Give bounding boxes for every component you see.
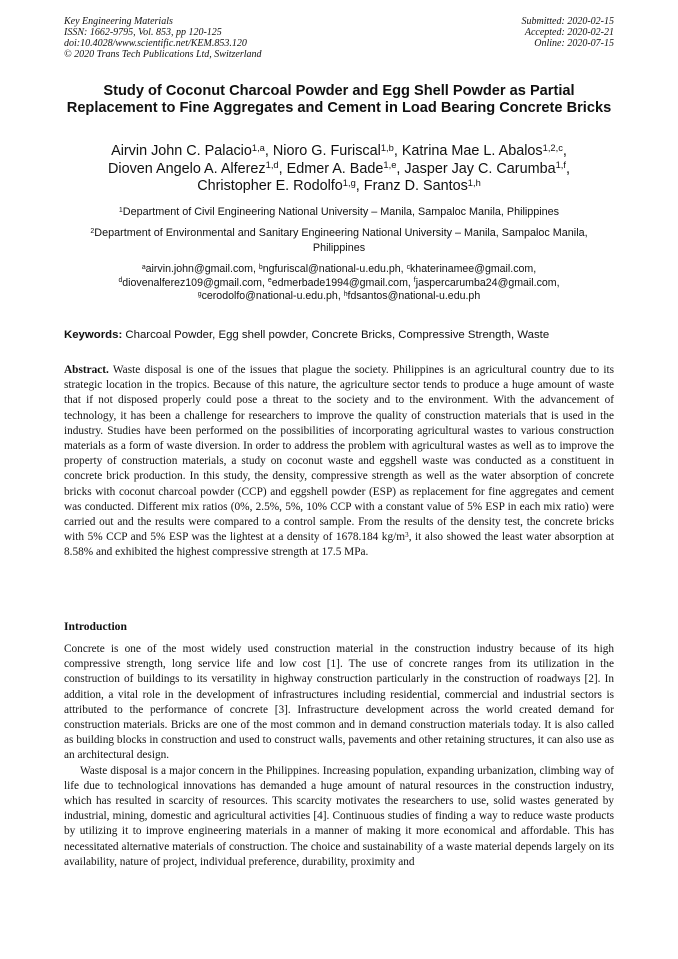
email-address[interactable]: cerodolfo@national-u.edu.ph — [201, 290, 338, 302]
email-mark: a — [141, 263, 146, 271]
journal-doi[interactable]: doi:10.4028/www.scientific.net/KEM.853.120 — [64, 38, 247, 49]
author-affiliation-mark: 1,h — [467, 177, 481, 188]
author-affiliation-mark: 1,b — [380, 142, 394, 153]
author-affiliation-mark: 1,a — [251, 142, 265, 153]
author-affiliation-mark: 1,e — [383, 160, 397, 171]
email-mark: c — [406, 263, 410, 271]
email-address[interactable]: fdsantos@national-u.edu.ph — [347, 290, 481, 302]
online-date: Online: 2020-07-15 — [534, 38, 614, 49]
introduction-paragraph-1: Concrete is one of the most widely used construction material in the construction industry because of its high compressive strength, long service life and low cost [1]. The use of concrete ranges from its utilization in the construction of buildings to its versatility in highway construction particularly in the construction of roadways [2]. In addition, a vital role in the development of infrastructures including residential, commercial and industrial sectors is attributed to the performance of concrete [3]. Infrastructure development across the world created demand for construction materials. Bricks are one of the most common and in demand construction materials today. It is also called as building blocks in construction and used to construct walls, pavements and other retaining structures, it can also use as an architectural design. — [64, 643, 614, 762]
email-mark: g — [197, 290, 202, 298]
affiliation-mark: 1 — [118, 206, 123, 214]
author-emails: $^a$airvin.john@gmail.com, $^b$ngfuriscal@national-u.edu.ph, $^c$khaterinamee@gmail.com, $^d$diovenalferez109@gmail.com, $^e$edmerbade1994@gmail.com, $^f$jaspercarumba24@gmail.com, $^g$cerodolfo@national-u.edu.ph, $^h$fdsantos@national-u.edu.ph — [118, 263, 560, 302]
keywords-text: Charcoal Powder, Egg shell powder, Concrete Bricks, Compressive Strength, Waste — [125, 329, 550, 341]
unit-exponent: 3 — [405, 529, 409, 539]
author-list: Airvin John C. Palacio$^{1,a}$, Nioro G. Furiscal$^{1,b}$, Katrina Mae L. Abalos$^{1,2,c}$, Dioven Angelo A. Alferez$^{1,d}$, Edmer A. Bade$^{1,e}$, Jasper Jay C. Carumba$^{1,f}$, Christopher E. Rodolfo$^{1,g}$, Franz D. Santos$^{1,h}$ — [108, 142, 570, 194]
author-affiliation-mark: 1,g — [342, 177, 356, 188]
introduction-heading: Introduction — [64, 620, 127, 633]
affiliation-text: Department of Civil Engineering National University – Manila, Sampaloc Manila, Philippines — [122, 206, 560, 218]
author-affiliation-mark: 1,2,c — [542, 142, 563, 153]
affiliation-mark: 2 — [90, 227, 95, 235]
keywords-line — [64, 328, 614, 342]
abstract — [64, 363, 614, 561]
paper-title: Study of Coconut Charcoal Powder and Egg Shell Powder as Partial Replacement to Fine Aggregates and Cement in Load Bearing Concrete Bricks — [66, 83, 612, 116]
journal-copyright: © 2020 Trans Tech Publications Ltd, Switzerland — [64, 49, 262, 60]
email-mark: b — [258, 263, 263, 271]
author-name: Airvin John C. Palacio — [111, 143, 252, 159]
author-name: Dioven Angelo A. Alferez — [108, 160, 266, 177]
author-name: Jasper Jay C. Carumba — [404, 160, 556, 177]
author-name: Franz D. Santos — [363, 178, 468, 194]
introduction-body — [64, 642, 614, 870]
email-address[interactable]: diovenalferez109@gmail.com — [122, 276, 262, 289]
accepted-date: Accepted: 2020-02-21 — [524, 27, 614, 38]
email-address[interactable]: jaspercarumba24@gmail.com — [415, 276, 557, 289]
email-mark: f — [413, 277, 416, 285]
author-name: Christopher E. Rodolfo — [197, 178, 343, 194]
email-mark: d — [118, 277, 123, 285]
author-name: Edmer A. Bade — [286, 160, 384, 177]
email-address[interactable]: ngfuriscal@national-u.edu.ph — [262, 263, 401, 275]
email-mark: h — [343, 290, 348, 298]
introduction-paragraph-2: Waste disposal is a major concern in the Philippines. Increasing population, expanding urbanization, climbing way of life due to technological innovations has demanded a huge amount of natural resources in the construction industry, which has resulted in scarcity of resources. This scarcity motivates the researchers to use, solid wastes generated by industrial, mining, domestic and agricultural activities [4]. Continuous studies of finding a way to reduce waste products by utilizing it to improve engineering materials in a manner of making it more economical and affordable. This has necessitated alternative materials of construction. The choice and sustainability of a waste material depends largely on its availability, nature of project, individual preference, durability, proximity and — [64, 764, 614, 868]
email-mark: e — [267, 277, 272, 285]
journal-issn: ISSN: 1662-9795, Vol. 853, pp 120-125 — [64, 27, 222, 38]
submitted-date: Submitted: 2020-02-15 — [521, 16, 614, 27]
journal-info — [64, 16, 262, 60]
author-name: Katrina Mae L. Abalos — [401, 143, 543, 159]
author-name: Nioro G. Furiscal — [272, 143, 381, 159]
email-address[interactable]: khaterinamee@gmail.com — [410, 263, 534, 275]
affiliation-text: Department of Environmental and Sanitary Engineering National University – Manila, Sampaloc Manila, Philippines — [94, 227, 588, 254]
affiliation-1 — [64, 205, 614, 220]
author-affiliation-mark: 1,f — [555, 160, 566, 171]
publication-dates — [522, 16, 615, 49]
abstract-text-end: , it also showed the least water absorption at 8.58% and exhibited the highest compressive strength at 17.5 MPa. — [64, 531, 614, 559]
abstract-text: Waste disposal is one of the issues that plague the society. Philippines is an agricultural country due to its strategic location in the tropics. Because of this nature, the agriculture sector tends to produce a huge amount of waste that if not disposed properly could pose a threat to the society and to the environment. With the advancement of technology, it has been a challenge for researchers to improve the quality of construction materials that is used in the industry. Studies have been performed on the possibilities of incorporating agricultural wastes to various construction materials as a form of waste diversion. In order to address the problem with agricultural wastes as well as to improve the property of construction materials, a study on coconut waste and eggshell waste was conducted as a constituent in concrete brick production. In this study, the density, compressive strength as well as the water absorption of concrete bricks with coconut charcoal powder (CCP) and eggshell powder (ESP) as replacement for fine aggregates and cement was conducted. Different mix ratios (0%, 2.5%, 5%, 10% CCP with a constant value of 5% ESP in each mix ratio) were carried out and the results were compared to a control sample. From the results of the density test, the concrete bricks with 5% CCP and 5% ESP was the lightest at a density of 1678.184 kg/m — [64, 364, 615, 544]
keywords-label: Keywords: — [64, 329, 123, 341]
affiliation-2 — [64, 226, 614, 256]
email-address[interactable]: airvin.john@gmail.com — [145, 263, 253, 275]
abstract-label: Abstract. — [64, 364, 109, 376]
email-address[interactable]: edmerbade1994@gmail.com — [271, 276, 408, 289]
journal-name: Key Engineering Materials — [64, 16, 173, 27]
author-affiliation-mark: 1,d — [265, 160, 279, 171]
